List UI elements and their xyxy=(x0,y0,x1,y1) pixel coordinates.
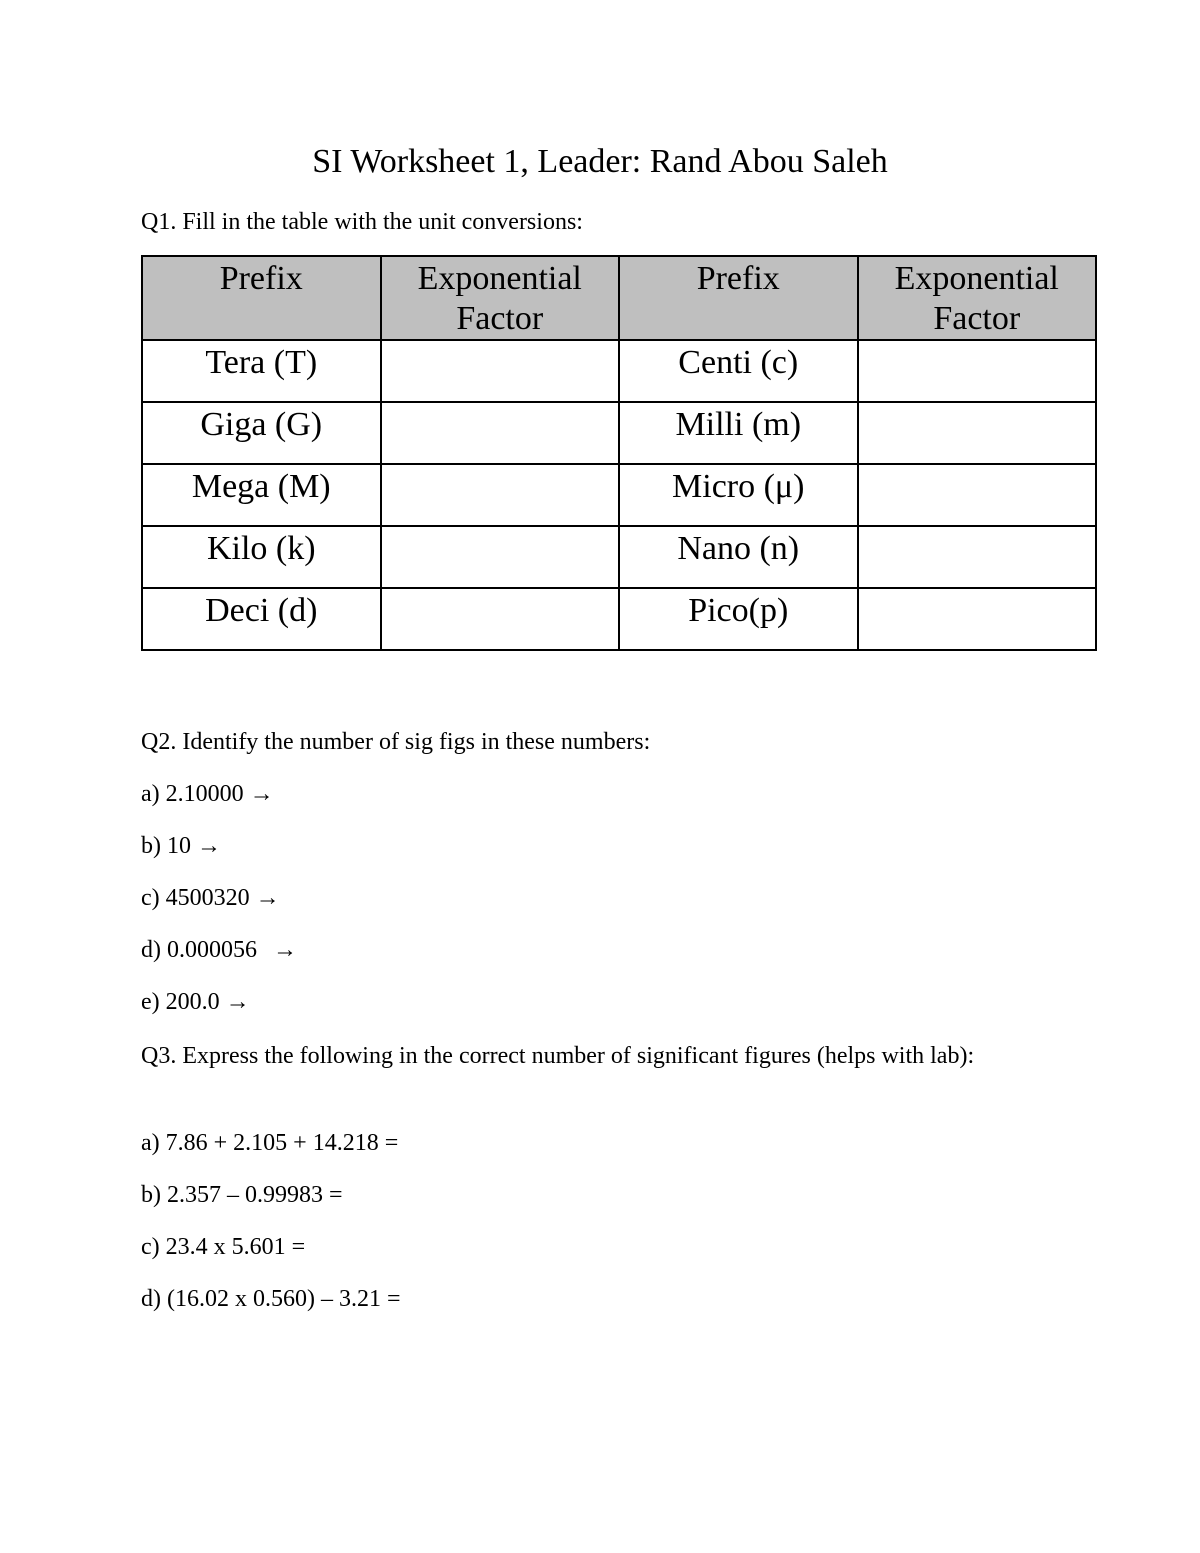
q2-item-text: c) 4500320 xyxy=(141,885,250,911)
prefix-cell: Kilo (k) xyxy=(142,526,381,588)
prefix-cell: Pico(p) xyxy=(619,588,858,650)
prefix-cell: Deci (d) xyxy=(142,588,381,650)
q2-item-text: b) 10 xyxy=(141,833,191,859)
q3-item: d) (16.02 x 0.560) – 3.21 = xyxy=(141,1286,401,1312)
q3-item: b) 2.357 – 0.99983 = xyxy=(141,1182,343,1208)
q2-item xyxy=(141,883,280,913)
q2-prompt: Q2. Identify the number of sig figs in these numbers: xyxy=(141,729,651,755)
answer-cell xyxy=(858,464,1097,526)
table-row xyxy=(142,402,1096,464)
table-row xyxy=(142,340,1096,402)
arrow-icon: → xyxy=(225,989,250,1015)
header-exponential-factor-left: Exponential Factor xyxy=(381,256,620,340)
arrow-icon: → xyxy=(273,937,297,963)
table-header-row xyxy=(142,256,1096,340)
prefix-cell: Giga (G) xyxy=(142,402,381,464)
table-row xyxy=(142,526,1096,588)
answer-cell xyxy=(858,526,1097,588)
q3-item: c) 23.4 x 5.601 = xyxy=(141,1234,306,1260)
prefix-cell: Nano (n) xyxy=(619,526,858,588)
answer-cell xyxy=(858,588,1097,650)
prefix-cell: Mega (M) xyxy=(142,464,381,526)
header-exponential-factor-right: Exponential Factor xyxy=(858,256,1097,340)
q2-item-text: a) 2.10000 xyxy=(141,781,244,807)
page-title: SI Worksheet 1, Leader: Rand Abou Saleh xyxy=(312,143,888,180)
prefix-cell: Milli (m) xyxy=(619,402,858,464)
q3-prompt: Q3. Express the following in the correct number of significant figures (helps with lab): xyxy=(141,1043,975,1069)
answer-cell xyxy=(858,340,1097,402)
table-row xyxy=(142,464,1096,526)
answer-cell xyxy=(381,402,620,464)
q1-prompt: Q1. Fill in the table with the unit conversions: xyxy=(141,209,583,235)
answer-cell xyxy=(381,588,620,650)
q2-item xyxy=(141,987,250,1017)
arrow-icon: → xyxy=(249,781,274,807)
header-prefix-right: Prefix xyxy=(619,256,858,340)
arrow-icon: → xyxy=(255,885,280,911)
prefix-cell: Micro (μ) xyxy=(619,464,858,526)
header-prefix-left: Prefix xyxy=(142,256,381,340)
prefix-cell: Tera (T) xyxy=(142,340,381,402)
q2-item-text: e) 200.0 xyxy=(141,989,220,1015)
q3-item: a) 7.86 + 2.105 + 14.218 = xyxy=(141,1130,399,1156)
unit-conversion-table xyxy=(141,255,1097,651)
answer-cell xyxy=(381,464,620,526)
table-row xyxy=(142,588,1096,650)
answer-cell xyxy=(381,526,620,588)
arrow-icon: → xyxy=(197,833,221,859)
answer-cell xyxy=(858,402,1097,464)
prefix-cell: Centi (c) xyxy=(619,340,858,402)
q2-item xyxy=(141,831,221,861)
q2-item xyxy=(141,935,297,965)
answer-cell xyxy=(381,340,620,402)
q2-item xyxy=(141,779,274,809)
q2-item-text: d) 0.000056 xyxy=(141,937,257,963)
